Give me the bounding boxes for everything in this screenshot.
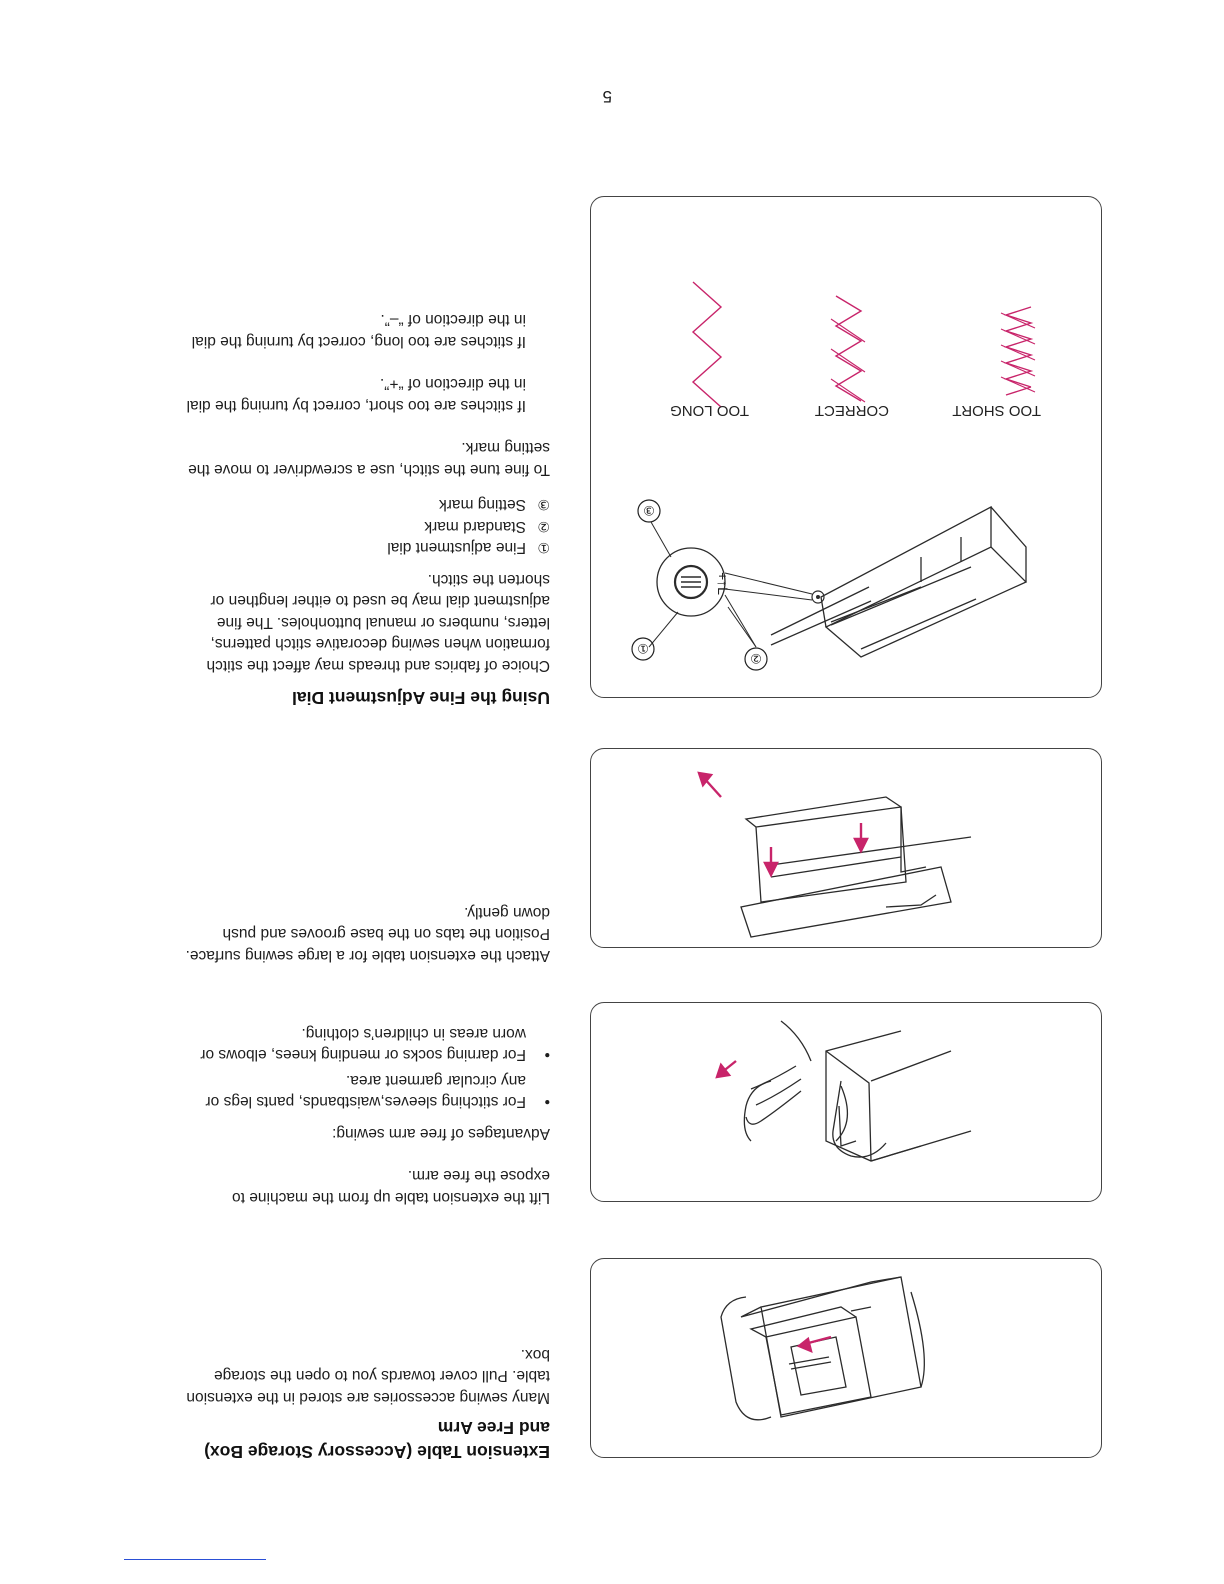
callouts — [632, 500, 767, 670]
body-line: To fine tune the stitch, use a screwdriver to move the — [188, 461, 550, 478]
section-title: Extension Table (Accessory Storage Box) — [204, 1442, 550, 1462]
body-line: If stitches are too short, correct by turning the dial — [186, 397, 526, 414]
figure-storage-box — [590, 1258, 1102, 1458]
body-line: formation when sewing decorative stitch patterns, — [210, 635, 550, 653]
part-item: ③ Setting mark — [438, 496, 550, 514]
body-line: If stitches are too long, correct by turning the dial — [191, 333, 526, 350]
list-item: • For darning socks or mending knees, elbows or worn areas in children’s clothing. — [80, 1023, 550, 1066]
section-fine-adjustment — [80, 309, 550, 710]
bullet-icon: • — [544, 1093, 550, 1111]
body-line: Attach the extension table for a large sewing surface. — [185, 947, 550, 964]
body-line: setting mark. — [461, 439, 550, 457]
list-item: • For stitching sleeves,waistbands, pants legs or any circular garment area. — [80, 1070, 550, 1113]
section-free-arm — [80, 1023, 550, 1209]
body-line: box. — [520, 1346, 550, 1363]
body-line: in the direction of “–”. — [380, 311, 526, 329]
section-title-cont: and Free Arm — [437, 1418, 550, 1438]
figure-attach-table — [590, 748, 1102, 948]
dial-zoom — [657, 548, 812, 616]
dial-marks: +↑L — [715, 572, 731, 595]
lift-arrow — [717, 1061, 736, 1077]
part-item: ① Fine adjustment dial — [387, 539, 550, 557]
body-line: expose the free arm. — [407, 1167, 550, 1185]
figure-free-arm — [590, 1002, 1102, 1202]
stitch-samples — [693, 282, 1031, 407]
dial-illustration — [591, 197, 1101, 697]
footer-rule — [124, 1559, 266, 1560]
free-arm-illustration — [591, 1003, 1101, 1201]
body-line: in the direction of “+”. — [379, 375, 526, 393]
bullet-icon: • — [544, 1046, 550, 1064]
pull-arrow — [799, 1337, 831, 1351]
advantages-heading: Advantages of free arm sewing: — [332, 1125, 550, 1142]
part-item: ② Standard mark — [424, 518, 550, 535]
body-line: Position the tabs on the base grooves and push — [222, 925, 550, 943]
body-line: table. Pull cover towards you to open the storage — [213, 1367, 550, 1385]
body-line: down gently. — [464, 904, 550, 921]
svg-text:②: ② — [750, 651, 762, 666]
label-too-long: TOO LONG — [670, 402, 749, 419]
section-attach-table — [70, 902, 550, 967]
svg-text:③: ③ — [643, 503, 655, 518]
body-line: Many sewing accessories are stored in the extension — [186, 1389, 550, 1406]
body-line: letters, numbers or manual buttonholes. The fine — [216, 614, 550, 631]
label-too-short: TOO SHORT — [952, 402, 1041, 419]
body-line: shorten the stitch. — [427, 571, 550, 588]
attach-table-illustration — [591, 749, 1101, 947]
label-correct: CORRECT — [814, 402, 889, 419]
storage-box-illustration — [591, 1259, 1101, 1457]
tab-arrows — [699, 773, 867, 875]
body-line: adjustment dial may be used to either lengthen or — [210, 592, 550, 610]
svg-text:①: ① — [637, 641, 649, 656]
page-number: 5 — [602, 87, 612, 106]
section-extension-table — [80, 1344, 550, 1465]
figure-fine-adjustment-dial — [590, 196, 1102, 698]
body-line: Lift the extension table up from the machine to — [232, 1189, 550, 1206]
body-line: Choice of fabrics and threads may affect the stitch — [206, 657, 550, 674]
section-title: Using the Fine Adjustment Dial — [292, 688, 550, 708]
